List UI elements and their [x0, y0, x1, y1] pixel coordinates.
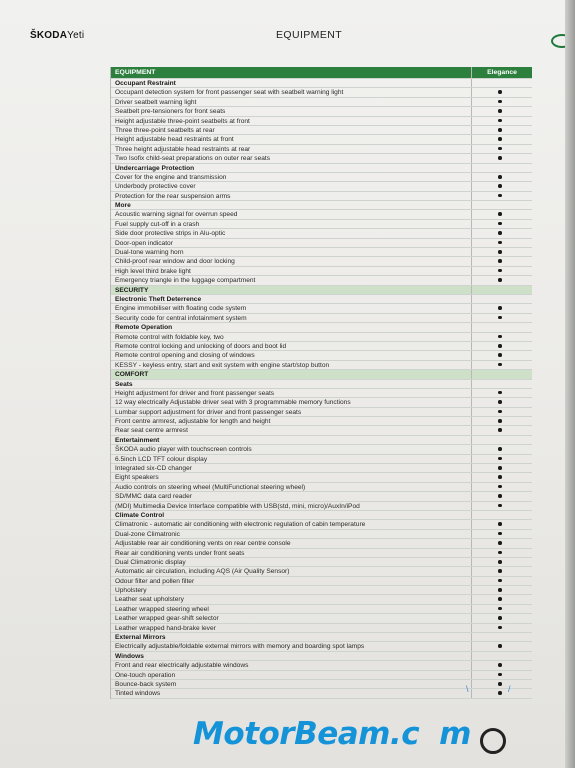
table-row — [111, 586, 532, 595]
table-row — [111, 642, 532, 651]
row-label: Underbody protective cover — [115, 183, 196, 191]
table-row — [111, 88, 532, 97]
standard-feature-dot-icon — [498, 691, 502, 695]
standard-feature-dot-icon — [498, 466, 502, 470]
standard-feature-dot-icon — [498, 278, 502, 282]
table-body — [111, 79, 532, 699]
standard-feature-dot-icon — [498, 626, 502, 630]
table-row — [111, 210, 532, 219]
standard-feature-dot-icon — [498, 597, 502, 601]
watermark-part2: Beam.c — [294, 716, 420, 752]
table-row — [111, 624, 532, 633]
row-label: Tinted windows — [115, 690, 161, 698]
row-label: Dual Climatronic display — [115, 558, 186, 566]
subsection-row — [111, 295, 532, 304]
watermark-part3: m — [439, 716, 471, 752]
table-row — [111, 455, 532, 464]
standard-feature-dot-icon — [498, 231, 502, 235]
row-label: Leather wrapped steering wheel — [115, 605, 209, 613]
table-row — [111, 417, 532, 426]
brand-name — [30, 30, 84, 41]
table-row — [111, 145, 532, 154]
table-row — [111, 398, 532, 407]
subsection-row — [111, 511, 532, 520]
brand-bold: ŠKODA — [30, 30, 68, 41]
table-row — [111, 239, 532, 248]
standard-feature-dot-icon — [498, 532, 502, 536]
table-row — [111, 577, 532, 586]
standard-feature-dot-icon — [498, 410, 502, 414]
row-label: Three three-point seatbelts at rear — [115, 126, 215, 134]
standard-feature-dot-icon — [498, 259, 502, 263]
row-label: External Mirrors — [115, 634, 166, 642]
row-label: Electrically adjustable/foldable external mirrors with memory and boarding spot lamps — [115, 643, 365, 651]
subsection-row — [111, 633, 532, 642]
table-row — [111, 671, 532, 680]
standard-feature-dot-icon — [498, 128, 502, 132]
subsection-row — [111, 79, 532, 88]
standard-feature-dot-icon — [498, 137, 502, 141]
page-title: EQUIPMENT — [276, 29, 343, 41]
table-row — [111, 98, 532, 107]
row-label: Automatic air circulation, including AQS (Air Quality Sensor) — [115, 568, 290, 576]
row-label: Occupant detection system for front passenger seat with seatbelt warning light — [115, 89, 344, 97]
standard-feature-dot-icon — [498, 494, 502, 498]
row-label: Front and rear electrically adjustable windows — [115, 662, 249, 670]
row-label: Dual-zone Climatronic — [115, 530, 180, 538]
column-header-elegance: Elegance — [487, 69, 517, 76]
table-row — [111, 539, 532, 548]
row-label: Entertainment — [115, 436, 160, 444]
row-label: Height adjustment for driver and front passenger seats — [115, 389, 275, 397]
row-label: Climate Control — [115, 511, 165, 519]
standard-feature-dot-icon — [498, 353, 502, 357]
standard-feature-dot-icon — [498, 147, 502, 151]
standard-feature-dot-icon — [498, 644, 502, 648]
row-label: Front centre armrest, adjustable for length and height — [115, 418, 271, 426]
table-row — [111, 220, 532, 229]
table-row — [111, 126, 532, 135]
standard-feature-dot-icon — [498, 241, 502, 245]
standard-feature-dot-icon — [498, 109, 502, 113]
section-row — [111, 286, 532, 295]
table-row — [111, 567, 532, 576]
standard-feature-dot-icon — [498, 551, 502, 555]
standard-feature-dot-icon — [498, 344, 502, 348]
row-label: Integrated six-CD changer — [115, 465, 192, 473]
table-row — [111, 182, 532, 191]
standard-feature-dot-icon — [498, 363, 502, 367]
row-label: One-touch operation — [115, 671, 176, 679]
standard-feature-dot-icon — [498, 419, 502, 423]
row-label: Door-open indicator — [115, 239, 173, 247]
row-label: Protection for the rear suspension arms — [115, 192, 231, 200]
row-label: Two Isofix child-seat preparations on outer rear seats — [115, 155, 271, 163]
standard-feature-dot-icon — [498, 269, 502, 273]
table-row — [111, 483, 532, 492]
row-label: Engine immobiliser with floating code system — [115, 305, 247, 313]
standard-feature-dot-icon — [498, 250, 502, 254]
row-label: Seatbelt pre-tensioners for front seats — [115, 108, 226, 116]
standard-feature-dot-icon — [498, 335, 502, 339]
row-label: Driver seatbelt warning light — [115, 98, 197, 106]
row-label: Three height adjustable head restraints at rear — [115, 145, 251, 153]
row-label: Security code for central infotainment system — [115, 314, 247, 322]
standard-feature-dot-icon — [498, 212, 502, 216]
standard-feature-dot-icon — [498, 100, 502, 104]
row-label: 6.5inch LCD TFT colour display — [115, 455, 208, 463]
row-label: Undercarriage Protection — [115, 164, 195, 172]
standard-feature-dot-icon — [498, 428, 502, 432]
pen-mark-icon: / — [508, 684, 511, 694]
table-row — [111, 558, 532, 567]
subsection-row — [111, 201, 532, 210]
watermark-part1: Motor — [193, 716, 295, 752]
row-label: COMFORT — [115, 371, 149, 379]
row-label: Seats — [115, 380, 133, 388]
standard-feature-dot-icon — [498, 588, 502, 592]
watermark-circle-icon — [480, 728, 506, 754]
table-row — [111, 257, 532, 266]
table-row — [111, 267, 532, 276]
table-row — [111, 314, 532, 323]
row-label: Leather wrapped hand-brake lever — [115, 624, 216, 632]
table-row — [111, 107, 532, 116]
row-label: Remote control with foldable key, two — [115, 333, 224, 341]
row-label: KESSY - keyless entry, start and exit system with engine start/stop button — [115, 361, 330, 369]
row-label: Cover for the engine and transmission — [115, 173, 227, 181]
standard-feature-dot-icon — [498, 447, 502, 451]
row-label: Remote Operation — [115, 324, 173, 332]
pen-mark-icon: \ — [466, 684, 469, 694]
standard-feature-dot-icon — [498, 175, 502, 179]
row-label: Emergency triangle in the luggage compartment — [115, 277, 256, 285]
table-row — [111, 445, 532, 454]
row-label: Audio controls on steering wheel (MultiFunctional steering wheel) — [115, 483, 306, 491]
table-row — [111, 304, 532, 313]
standard-feature-dot-icon — [498, 194, 502, 198]
table-row — [111, 614, 532, 623]
row-label: Adjustable rear air conditioning vents on rear centre console — [115, 540, 291, 548]
row-label: Windows — [115, 652, 144, 660]
row-label: 12 way electrically Adjustable driver seat with 3 programmable memory functions — [115, 399, 351, 407]
row-label: Height adjustable head restraints at front — [115, 136, 234, 144]
standard-feature-dot-icon — [498, 663, 502, 667]
standard-feature-dot-icon — [498, 119, 502, 123]
watermark — [193, 716, 471, 752]
row-label: Acoustic warning signal for overrun speed — [115, 211, 238, 219]
row-label: SD/MMC data card reader — [115, 493, 192, 501]
row-label: Eight speakers — [115, 474, 159, 482]
table-row — [111, 520, 532, 529]
row-label: Upholstery — [115, 587, 147, 595]
skoda-logo-icon — [551, 34, 573, 48]
row-label: Remote control opening and closing of windows — [115, 352, 255, 360]
subsection-row — [111, 652, 532, 661]
standard-feature-dot-icon — [498, 522, 502, 526]
row-label: Height adjustable three-point seatbelts at front — [115, 117, 250, 125]
row-label: SECURITY — [115, 286, 149, 294]
table-row — [111, 530, 532, 539]
table-header-label: EQUIPMENT — [115, 69, 156, 76]
table-row — [111, 464, 532, 473]
standard-feature-dot-icon — [498, 504, 502, 508]
standard-feature-dot-icon — [498, 90, 502, 94]
table-row — [111, 492, 532, 501]
row-label: Leather wrapped gear-shift selector — [115, 615, 219, 623]
row-label: More — [115, 202, 131, 210]
standard-feature-dot-icon — [498, 457, 502, 461]
table-row — [111, 276, 532, 285]
row-label: Occupant Restraint — [115, 80, 176, 87]
equipment-table — [110, 67, 532, 699]
standard-feature-dot-icon — [498, 579, 502, 583]
row-label: Rear seat centre armrest — [115, 427, 188, 435]
table-row — [111, 473, 532, 482]
table-row — [111, 426, 532, 435]
table-row — [111, 351, 532, 360]
standard-feature-dot-icon — [498, 560, 502, 564]
table-row — [111, 661, 532, 670]
row-label: High level third brake light — [115, 267, 191, 275]
table-row — [111, 117, 532, 126]
section-row — [111, 370, 532, 379]
standard-feature-dot-icon — [498, 222, 502, 226]
standard-feature-dot-icon — [498, 616, 502, 620]
standard-feature-dot-icon — [498, 391, 502, 395]
table-row — [111, 192, 532, 201]
row-label: Dual-tone warning horn — [115, 249, 184, 257]
row-label: Leather seat upholstery — [115, 596, 184, 604]
table-row — [111, 248, 532, 257]
standard-feature-dot-icon — [498, 184, 502, 188]
row-label: Climatronic - automatic air conditioning with electronic regulation of cabin temperature — [115, 521, 366, 529]
row-label: Electronic Theft Deterrence — [115, 295, 202, 303]
table-row — [111, 154, 532, 163]
standard-feature-dot-icon — [498, 306, 502, 310]
standard-feature-dot-icon — [498, 400, 502, 404]
table-row — [111, 229, 532, 238]
row-label: ŠKODA audio player with touchscreen controls — [115, 446, 252, 454]
row-label: Fuel supply cut-off in a crash — [115, 220, 200, 228]
brand-model: Yeti — [67, 30, 85, 41]
standard-feature-dot-icon — [498, 682, 502, 686]
row-label: Child-proof rear window and door locking — [115, 258, 235, 266]
standard-feature-dot-icon — [498, 607, 502, 611]
table-row — [111, 605, 532, 614]
subsection-row — [111, 323, 532, 332]
table-row — [111, 595, 532, 604]
row-label: Remote control locking and unlocking of doors and boot lid — [115, 342, 287, 350]
table-row — [111, 361, 532, 370]
table-row — [111, 333, 532, 342]
row-label: Rear air conditioning vents under front seats — [115, 549, 245, 557]
row-label: Bounce-back system — [115, 681, 177, 688]
standard-feature-dot-icon — [498, 569, 502, 573]
table-row — [111, 342, 532, 351]
standard-feature-dot-icon — [498, 541, 502, 545]
subsection-row — [111, 164, 532, 173]
table-row — [111, 135, 532, 144]
row-label: Lumbar support adjustment for driver and front passenger seats — [115, 408, 302, 416]
standard-feature-dot-icon — [498, 673, 502, 677]
standard-feature-dot-icon — [498, 475, 502, 479]
standard-feature-dot-icon — [498, 156, 502, 160]
table-row — [111, 389, 532, 398]
row-label: (MDI) Multimedia Device Interface compatible with USB(std, mini, micro)/AuxIn/iPod — [115, 502, 360, 510]
table-row — [111, 502, 532, 511]
table-row — [111, 408, 532, 417]
table-header-row — [111, 67, 532, 79]
row-label: Side door protective strips in Alu-optic — [115, 230, 226, 238]
row-label: Odour filter and pollen filter — [115, 577, 195, 585]
standard-feature-dot-icon — [498, 485, 502, 489]
standard-feature-dot-icon — [498, 316, 502, 320]
subsection-row — [111, 380, 532, 389]
subsection-row — [111, 436, 532, 445]
table-row — [111, 173, 532, 182]
table-row — [111, 549, 532, 558]
